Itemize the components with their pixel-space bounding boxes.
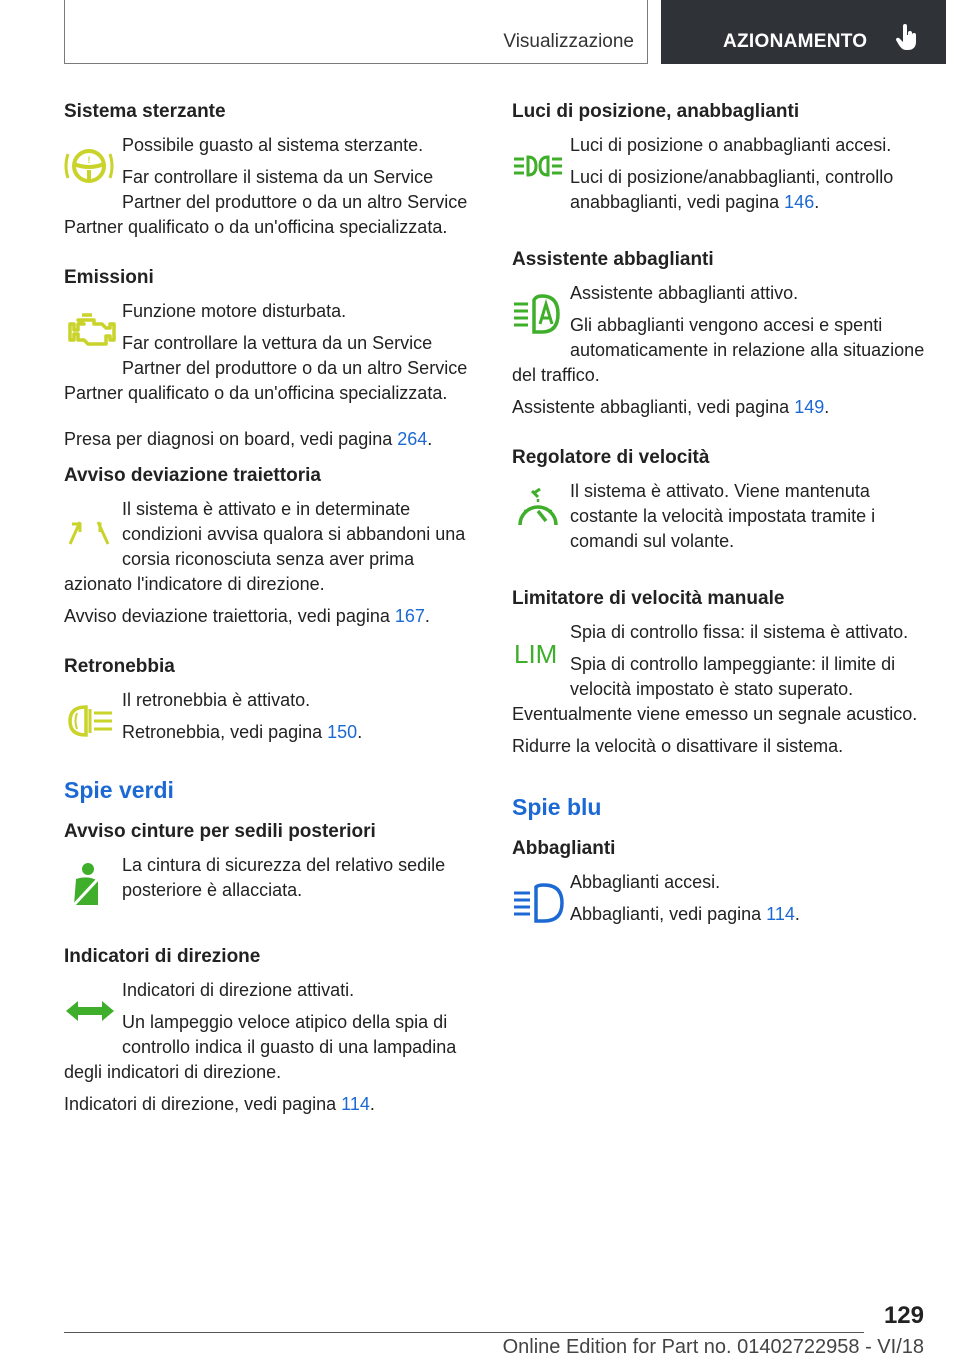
lim-icon-label: LIM (514, 639, 558, 669)
speed-limiter-title: Limitatore di velocità manuale (512, 588, 785, 609)
fog-reference: Retronebbia, vedi pagina 150. (122, 722, 363, 742)
lane-text-1: Il sistema è attivato e in determinate condizioni avvisa qualora si abbandoni una corsia riconosciuta senza aver prima azionato l'indicatore di direzione. (64, 499, 466, 594)
left-column (64, 100, 478, 1143)
seatbelt-text-1: La cintura di sicurezza del relativo sedile posteriore è allacciata. (122, 855, 446, 900)
high-beam-text-1: Abbaglianti accesi. (570, 872, 721, 892)
emissions-title: Emissioni (64, 267, 154, 288)
steering-section (64, 100, 478, 240)
fog-title: Retronebbia (64, 656, 175, 677)
turn-signal-title: Indicatori di direzione (64, 946, 261, 967)
page-link-167[interactable]: 167 (394, 606, 425, 626)
cruise-control-title: Regolatore di velocità (512, 447, 710, 468)
high-beam-section (512, 837, 926, 936)
svg-text:!: ! (87, 155, 91, 165)
turn-signal-section (64, 945, 478, 1117)
high-beam-assist-text-1: Assistente abbaglianti attivo. (570, 283, 799, 303)
lights-text-2: Luci di posizione/anabbaglianti, controllo anabbaglianti, vedi pagina 146. (570, 167, 894, 212)
turn-signal-reference: Indicatori di direzione, vedi pagina 114. (64, 1094, 375, 1114)
page-number: 129 (883, 1302, 924, 1329)
cruise-control-text-1: Il sistema è attivato. Viene mantenuta costante la velocità impostata tramite i comandi sul volante. (570, 481, 876, 551)
high-beam-assist-reference: Assistente abbaglianti, vedi pagina 149. (512, 397, 830, 417)
page-link-150[interactable]: 150 (327, 722, 358, 742)
speed-limiter-section (512, 587, 926, 759)
page-link-149[interactable]: 149 (794, 397, 825, 417)
page-link-114-turn[interactable]: 114 (341, 1094, 370, 1114)
steering-title: Sistema sterzante (64, 101, 226, 122)
chapter-tab[interactable] (661, 0, 946, 64)
lane-title: Avviso deviazione traiettoria (64, 465, 321, 486)
parking-lights-icon (512, 151, 564, 181)
high-beam-assist-text-2: Gli abbaglianti vengono accesi e spenti automaticamente in relazione alla situazione del traffico. (512, 315, 925, 385)
blue-lamps-heading: Spie blu (512, 794, 602, 820)
page-link-264[interactable]: 264 (397, 429, 428, 449)
high-beam-icon (512, 881, 566, 925)
section-tab-label: Visualizzazione (503, 31, 634, 52)
lights-text-1: Luci di posizione o anabbaglianti accesi. (570, 135, 892, 155)
emissions-text-2: Far controllare la vettura da un Service Partner del produttore o da un altro Service Partner qualificato o da un'officina specializzata. (64, 333, 468, 403)
seatbelt-title: Avviso cinture per sedili posteriori (64, 821, 376, 842)
fog-section (64, 655, 478, 754)
seatbelt-section (64, 820, 478, 919)
footer-divider (64, 1332, 864, 1333)
page-link-114-highbeam[interactable]: 114 (766, 904, 795, 924)
lim-icon (512, 633, 570, 673)
section-tab[interactable] (64, 0, 648, 64)
cruise-control-icon (512, 487, 564, 537)
high-beam-assist-title: Assistente abbaglianti (512, 249, 714, 270)
lights-title: Luci di posizione, anabbaglianti (512, 101, 800, 122)
high-beam-title: Abbaglianti (512, 838, 616, 859)
footer-edition: Online Edition for Part no. 01402722958 - VI/18 (502, 1336, 924, 1358)
lane-section (64, 464, 478, 629)
emissions-reference: Presa per diagnosi on board, vedi pagina 264. (64, 429, 433, 449)
chapter-tab-label: AZIONAMENTO (723, 31, 868, 52)
speed-limiter-text-2: Spia di controllo lampeggiante: il limite di velocità impostato è stato superato. Eventualmente viene emesso un segnale acustico. (512, 654, 918, 724)
steering-text-1: Possibile guasto al sistema sterzante. (122, 135, 424, 155)
cruise-control-section (512, 446, 926, 561)
lane-departure-icon (64, 510, 114, 550)
turn-signal-text-2: Un lampeggio veloce atipico della spia di controllo indica il guasto di una lampadina degli indicatori di direzione. (64, 1012, 457, 1082)
steering-text-2: Far controllare il sistema da un Service Partner del produttore o da un altro Service Partner qualificato o da un'officina specializzata. (64, 167, 468, 237)
emissions-text-1: Funzione motore disturbata. (122, 301, 347, 321)
engine-check-icon (64, 312, 118, 352)
rear-fog-light-icon (64, 701, 118, 741)
page-header (64, 0, 946, 66)
turn-signal-arrows-icon (64, 996, 116, 1026)
green-lamps-heading: Spie verdi (64, 777, 174, 803)
hand-pointer-icon (895, 24, 919, 52)
turn-signal-text-1: Indicatori di direzione attivati. (122, 980, 355, 1000)
steering-wheel-warning-icon (64, 144, 114, 188)
page-link-146[interactable]: 146 (784, 192, 815, 212)
high-beam-assist-section (512, 248, 926, 420)
speed-limiter-text-3: Ridurre la velocità o disattivare il sistema. (512, 736, 844, 756)
emissions-section (64, 266, 478, 452)
lights-section (512, 100, 926, 222)
fog-text-1: Il retronebbia è attivato. (122, 690, 311, 710)
speed-limiter-text-1: Spia di controllo fissa: il sistema è attivato. (570, 622, 909, 642)
high-beam-reference: Abbaglianti, vedi pagina 114. (570, 904, 800, 924)
right-column (512, 100, 926, 962)
seatbelt-icon (64, 861, 108, 911)
lane-reference: Avviso deviazione traiettoria, vedi pagina 167. (64, 606, 430, 626)
high-beam-assist-icon (512, 292, 564, 336)
